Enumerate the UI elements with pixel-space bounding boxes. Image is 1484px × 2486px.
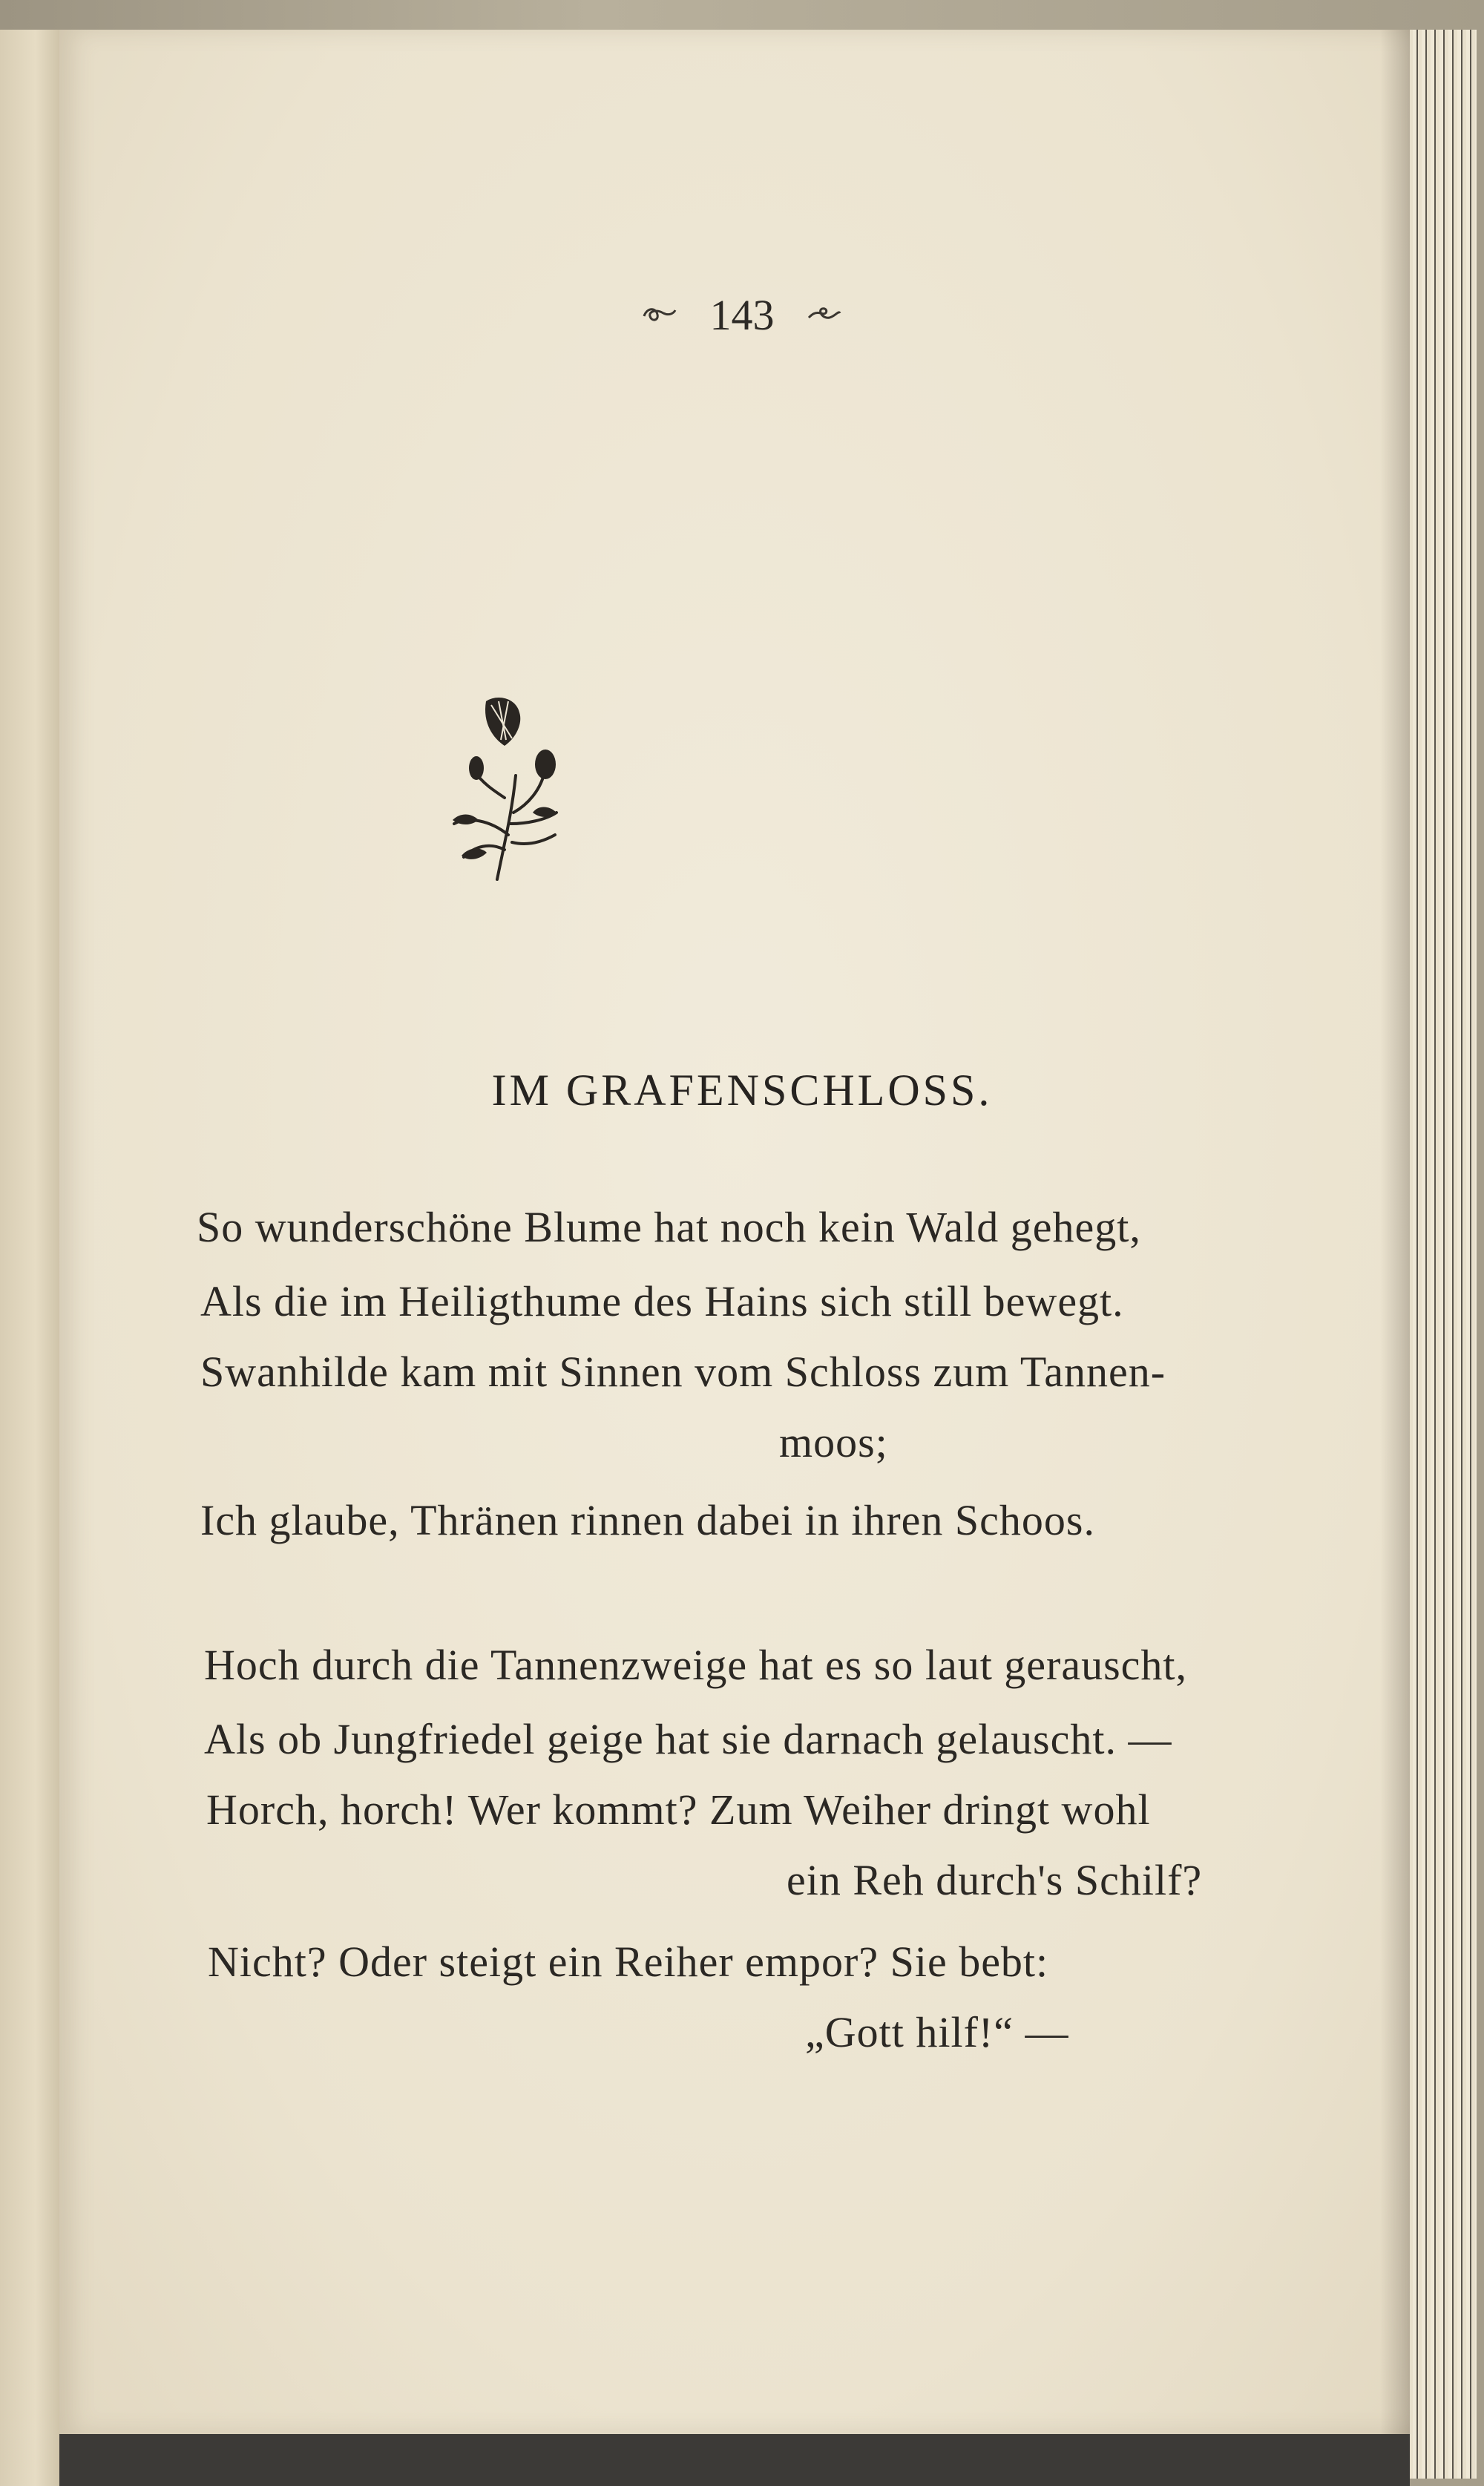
stanza2-line4-cont: „Gott hilf!“ — — [805, 2008, 1069, 2056]
page-shadow — [1380, 30, 1410, 2434]
bottom-edge — [59, 2434, 1410, 2486]
page-number: 143 — [709, 291, 775, 340]
ornament-left-icon — [641, 298, 678, 332]
ornament-right-icon — [806, 298, 843, 332]
poem-title: IM GRAFENSCHLOSS. — [491, 1066, 993, 1115]
stanza2-line4: Nicht? Oder steigt ein Reiher empor? Sie bebt: — [208, 1938, 1049, 1986]
stanza2-line2: Als ob Jungfriedel geige hat sie darnach gelauscht. — — [204, 1715, 1172, 1763]
page-header — [0, 286, 1484, 340]
left-page-edge — [0, 30, 59, 2486]
stanza1-line3-cont: moos; — [779, 1418, 888, 1466]
stanza1-line3: Swanhilde kam mit Sinnen vom Schloss zum Tannen- — [200, 1348, 1166, 1396]
flower-sprig-icon — [445, 694, 571, 887]
stanza2-line3: Horch, horch! Wer kommt? Zum Weiher dringt wohl — [206, 1785, 1151, 1834]
stanza1-line1: So wunderschöne Blume hat noch kein Wald gehegt, — [197, 1203, 1141, 1251]
stanza1-line4: Ich glaube, Thränen rinnen dabei in ihren Schoos. — [200, 1496, 1095, 1544]
stanza2-line3-cont: ein Reh durch's Schilf? — [787, 1856, 1203, 1904]
stanza1-line2: Als die im Heiligthume des Hains sich still bewegt. — [200, 1277, 1124, 1325]
stanza2-line1: Hoch durch die Tannenzweige hat es so laut gerauscht, — [204, 1641, 1188, 1689]
